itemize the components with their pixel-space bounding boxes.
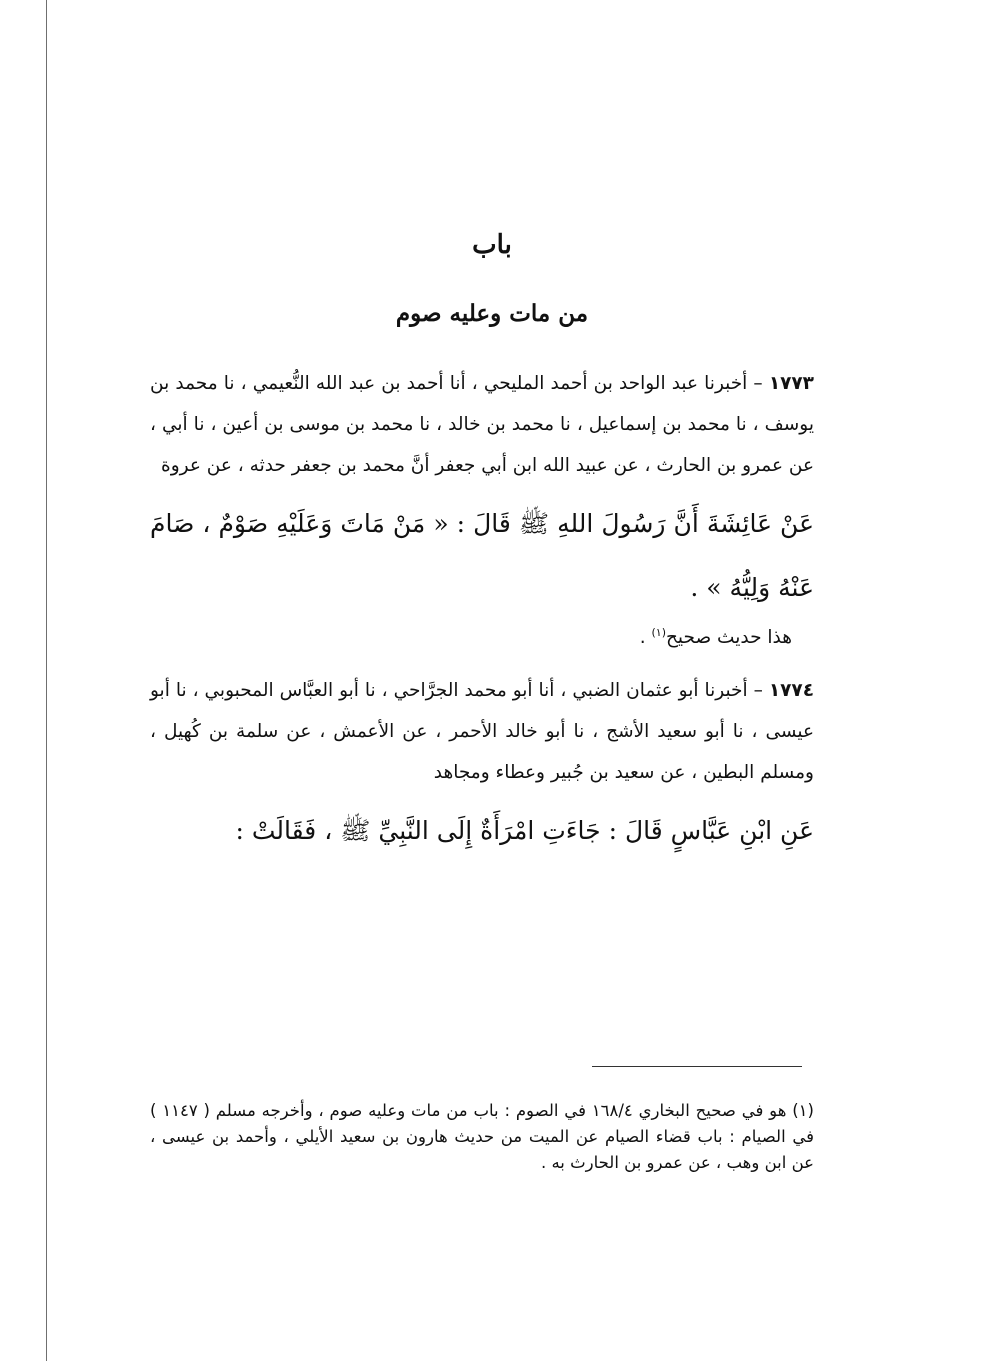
isnad-text: أخبرنا أبو عثمان الضبي ، أنا أبو محمد الجرَّاحي ، نا أبو العبَّاس المحبوبي ، نا أبو عيسى ، نا أبو سعيد الأشج ، نا أبو خالد الأحمر ، عن الأعمش ، عن سلمة بن كُهيل ، ومسلم البطين ، عن سعيد بن جُبير وعطاء ومجاهد xyxy=(150,680,814,784)
chapter-subtitle: من مات وعليه صوم xyxy=(395,300,589,327)
hadith-number: ١٧٧٤ xyxy=(768,680,815,702)
hadith-1773-matn: عَنْ عَائِشَةَ أَنَّ رَسُولَ اللهِ ﷺ قَالَ : « مَنْ مَاتَ وَعَلَيْهِ صَوْمٌ ، صَامَ عَنْهُ وَلِيُّهُ » . xyxy=(150,509,814,602)
hadith-1773-verdict xyxy=(150,626,792,648)
page-body xyxy=(150,230,814,863)
page-binding-line xyxy=(46,0,47,1361)
hadith-1774-matn: عَنِ ابْنِ عَبَّاسٍ قَالَ : جَاءَتِ امْرَأَةٌ إِلَى النَّبِيِّ ﷺ ، فَقَالَتْ : xyxy=(235,816,814,846)
isnad-text: أخبرنا عبد الواحد بن أحمد المليحي ، أنا أحمد بن عبد الله النُّعيمي ، نا محمد بن يوسف ، نا محمد بن إسماعيل ، نا محمد بن خالد ، نا محمد بن موسى بن أعين ، نا أبي ، عن عمرو بن الحارث ، عن عبيد الله ابن أبي جعفر أنَّ محمد بن جعفر حدثه ، عن عروة xyxy=(150,373,814,476)
hadith-1774-isnad: ١٧٧٤ – أخبرنا أبو عثمان الضبي ، أنا أبو محمد الجرَّاحي ، نا أبو العبَّاس المحبوبي ، نا أبو عيسى ، نا أبو سعيد الأشج ، نا أبو خالد الأحمر ، عن الأعمش ، عن سلمة بن كُهيل ، ومسلم البطين ، عن سعيد بن جُبير وعطاء ومجاهد xyxy=(150,680,815,784)
footnote-separator xyxy=(592,1066,802,1067)
footnote: (١) هو في صحيح البخاري ١٦٨/٤ في الصوم : باب من مات وعليه صوم ، وأخرجه مسلم ( ١١٤٧ ) في الصيام : باب قضاء الصيام عن الميت من حديث هارون بن سعيد الأيلي ، وأحمد بن عيسى ، عن ابن وهب ، عن عمرو بن الحارث به . xyxy=(150,1101,814,1172)
verdict-text: هذا حديث صحيح xyxy=(665,627,792,649)
footnote-marker: (١) xyxy=(651,626,666,639)
verdict-end: . xyxy=(639,627,652,649)
chapter-title: باب xyxy=(472,230,512,260)
hadith-number: ١٧٧٣ xyxy=(768,373,814,394)
hadith-1773-isnad: ١٧٧٣ – أخبرنا عبد الواحد بن أحمد المليحي ، أنا أحمد بن عبد الله النُّعيمي ، نا محمد بن يوسف ، نا محمد بن إسماعيل ، نا محمد بن خالد ، نا محمد بن موسى بن أعين ، نا أبي ، عن عمرو بن الحارث ، عن عبيد الله ابن أبي جعفر أنَّ محمد بن جعفر حدثه ، عن عروة xyxy=(150,373,814,476)
